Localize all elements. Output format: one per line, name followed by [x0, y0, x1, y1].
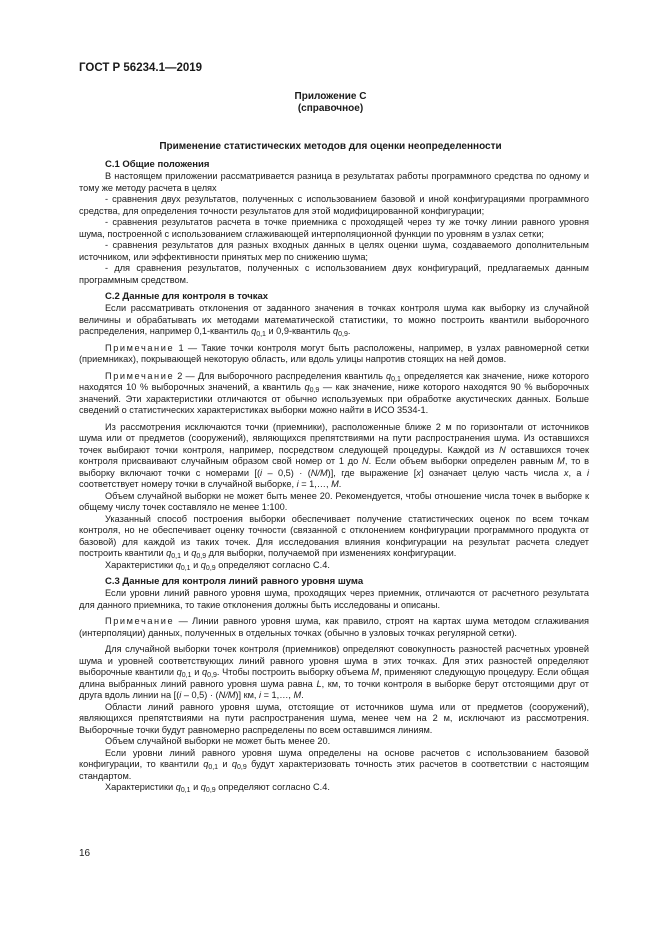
paragraph: Для случайной выборки точек контроля (приемников) определяют совокупность разностей расчетных уровней шума и уровней соответствующих линий равного уровня шума в этих точках. Для этих разностей определяют выборочные квантили $q_{0,1}$ и $q_{0,9}$. Чтобы построить выборку объема M, применяют следующую процедуру. Если общая длина выбранных линий равного уровня шума равна L, км, то точки контроля в выборке берут отстоящими друг от друга вдоль линии на [(i – 0,5) · (N/M)] км, i = 1,…, M.: [79, 644, 589, 700]
section-heading-c2: С.2 Данные для контроля в точках: [105, 291, 269, 302]
paragraph: Характеристики $q_{0,1}$ и $q_{0,9}$ определяют согласно С.4.: [105, 559, 330, 572]
note-1: Примечание 1 — Такие точки контроля могут быть расположены, например, в узлах равномерной сетки (приемниках), покрывающей некоторую область, или вдоль улицы напротив стоящих на ней домов.: [79, 342, 589, 364]
appendix-title: Применение статистических методов для оценки неопределенности: [159, 141, 502, 152]
paragraph: Характеристики $q_{0,1}$ и $q_{0,9}$ определяют согласно С.4.: [105, 782, 330, 794]
paragraph: В настоящем приложении рассматривается разница в результатах работы программного средства по одному и тому же методу расчета в целях: [79, 171, 589, 193]
section-heading-c3: С.3 Данные для контроля линий равного уровня шума: [105, 576, 364, 587]
note-2: Примечание 2 — Для выборочного распределения квантиль $q_{0,1}$ определяется как значение, ниже которого находятся 10 % выборочных значений, а квантиль $q_{0,9}$ — как значение, ниже которого находятся 90 % выборочных значений. Эти характеристики отличаются от обычно используемых при обработке акустических данных. Больше сведений о статистических характеристиках выборки можно найти в ИСО 3534-1.: [79, 370, 589, 415]
paragraph: Если уровни линий равного уровня шума, проходящих через приемник, отличаются от расчетного результата для данного приемника, то такие отклонения должны быть исследованы и описаны.: [79, 588, 589, 610]
standard-header: ГОСТ Р 56234.1—2019: [79, 62, 203, 74]
body-text: [79, 158, 589, 794]
list-item: - для сравнения результатов, полученных с использованием двух конфигураций, предлагаемых данным программным средством.: [79, 263, 589, 285]
paragraph: Указанный способ построения выборки обеспечивает получение статистических оценок по всем точкам контроля, но не обеспечивает оценку точности (связанной с отклонением конфигурации программного продукта от базовой) для каждой из таких точек. Для исследования влияния конфигурации на результат расчета следует построить квантили $q_{0,1}$ и $q_{0,9}$ для выборки, получаемой при изменениях конфигурации.: [79, 513, 589, 560]
paragraph: Области линий равного уровня шума, отстоящие от источников шума или от предметов (сооружений), являющихся препятствиями на пути распространения шума, менее чем на 2 м, исключают из рассмотрения. Выборочные точки будут равномерно распределены по всем оставшимся линиям.: [79, 701, 589, 735]
list-item: - сравнения результатов расчета в точке приемника с проходящей через ту же точку линии равного уровня шума, построенной с использованием сглаживающей интерполяционной функции по уровням в узлах сетки;: [79, 217, 589, 239]
note: Примечание — Линии равного уровня шума, как правило, строят на картах шума методом сглаживания (интерполяции) данных, полученных в отдельных точках (обычно в узловых точках регулярной сетки).: [79, 616, 589, 638]
paragraph: Из рассмотрения исключаются точки (приемники), расположенные ближе 2 м по горизонтали от источников шума или от предметов (сооружений), являющихся препятствиями на пути распространения шума. Из оставшихся точек выбирают точки контроля, например, посредством следующей процедуры. Каждой из N оставшихся точек контроля присваивают случайным образом свой номер от 1 до N. Если объем выборки определен равным M, то в выборку включают точки с номерами [(i – 0,5) · (N/M)], где выражение [x] означает целую часть числа x, а i соответствует номеру точки в случайной выборке, i = 1,…, M.: [79, 421, 590, 489]
paragraph: Объем случайной выборки не может быть менее 20. Рекомендуется, чтобы отношение числа точек в выборке к общему числу точек составляло не менее 1:100.: [79, 490, 589, 512]
page-number: 16: [79, 848, 91, 859]
list-item: - сравнения результатов для разных входных данных в целях оценки шума, создаваемого дополнительным источником, или эффективности принятых мер по снижению шума;: [79, 240, 589, 262]
paragraph: Если уровни линий равного уровня шума определены на основе расчетов с использованием базовой конфигурации, то квантили $q_{0,1}$ и $q_{0,9}$ будут характеризовать точность этих расчетов в соответствии с настоящим стандартом.: [79, 747, 589, 781]
appendix-label: Приложение С: [294, 91, 367, 102]
appendix-type: (справочное): [297, 103, 364, 114]
paragraph: Объем случайной выборки не может быть менее 20.: [105, 736, 331, 746]
list-item: - сравнения двух результатов, полученных с использованием базовой и иной конфигурациями программного средства, для определения точности результатов для этой модифицированной конфигурации;: [79, 194, 589, 216]
paragraph: Если рассматривать отклонения от заданного значения в точках контроля шума как выборку из случайной величины и обрабатывать их методами математической статистики, то можно построить квантили выборочного распределения, например 0,1-квантиль $q_{0,1}$ и 0,9-квантиль $q_{0,9}$.: [79, 303, 589, 338]
section-heading-c1: С.1 Общие положения: [105, 159, 210, 170]
